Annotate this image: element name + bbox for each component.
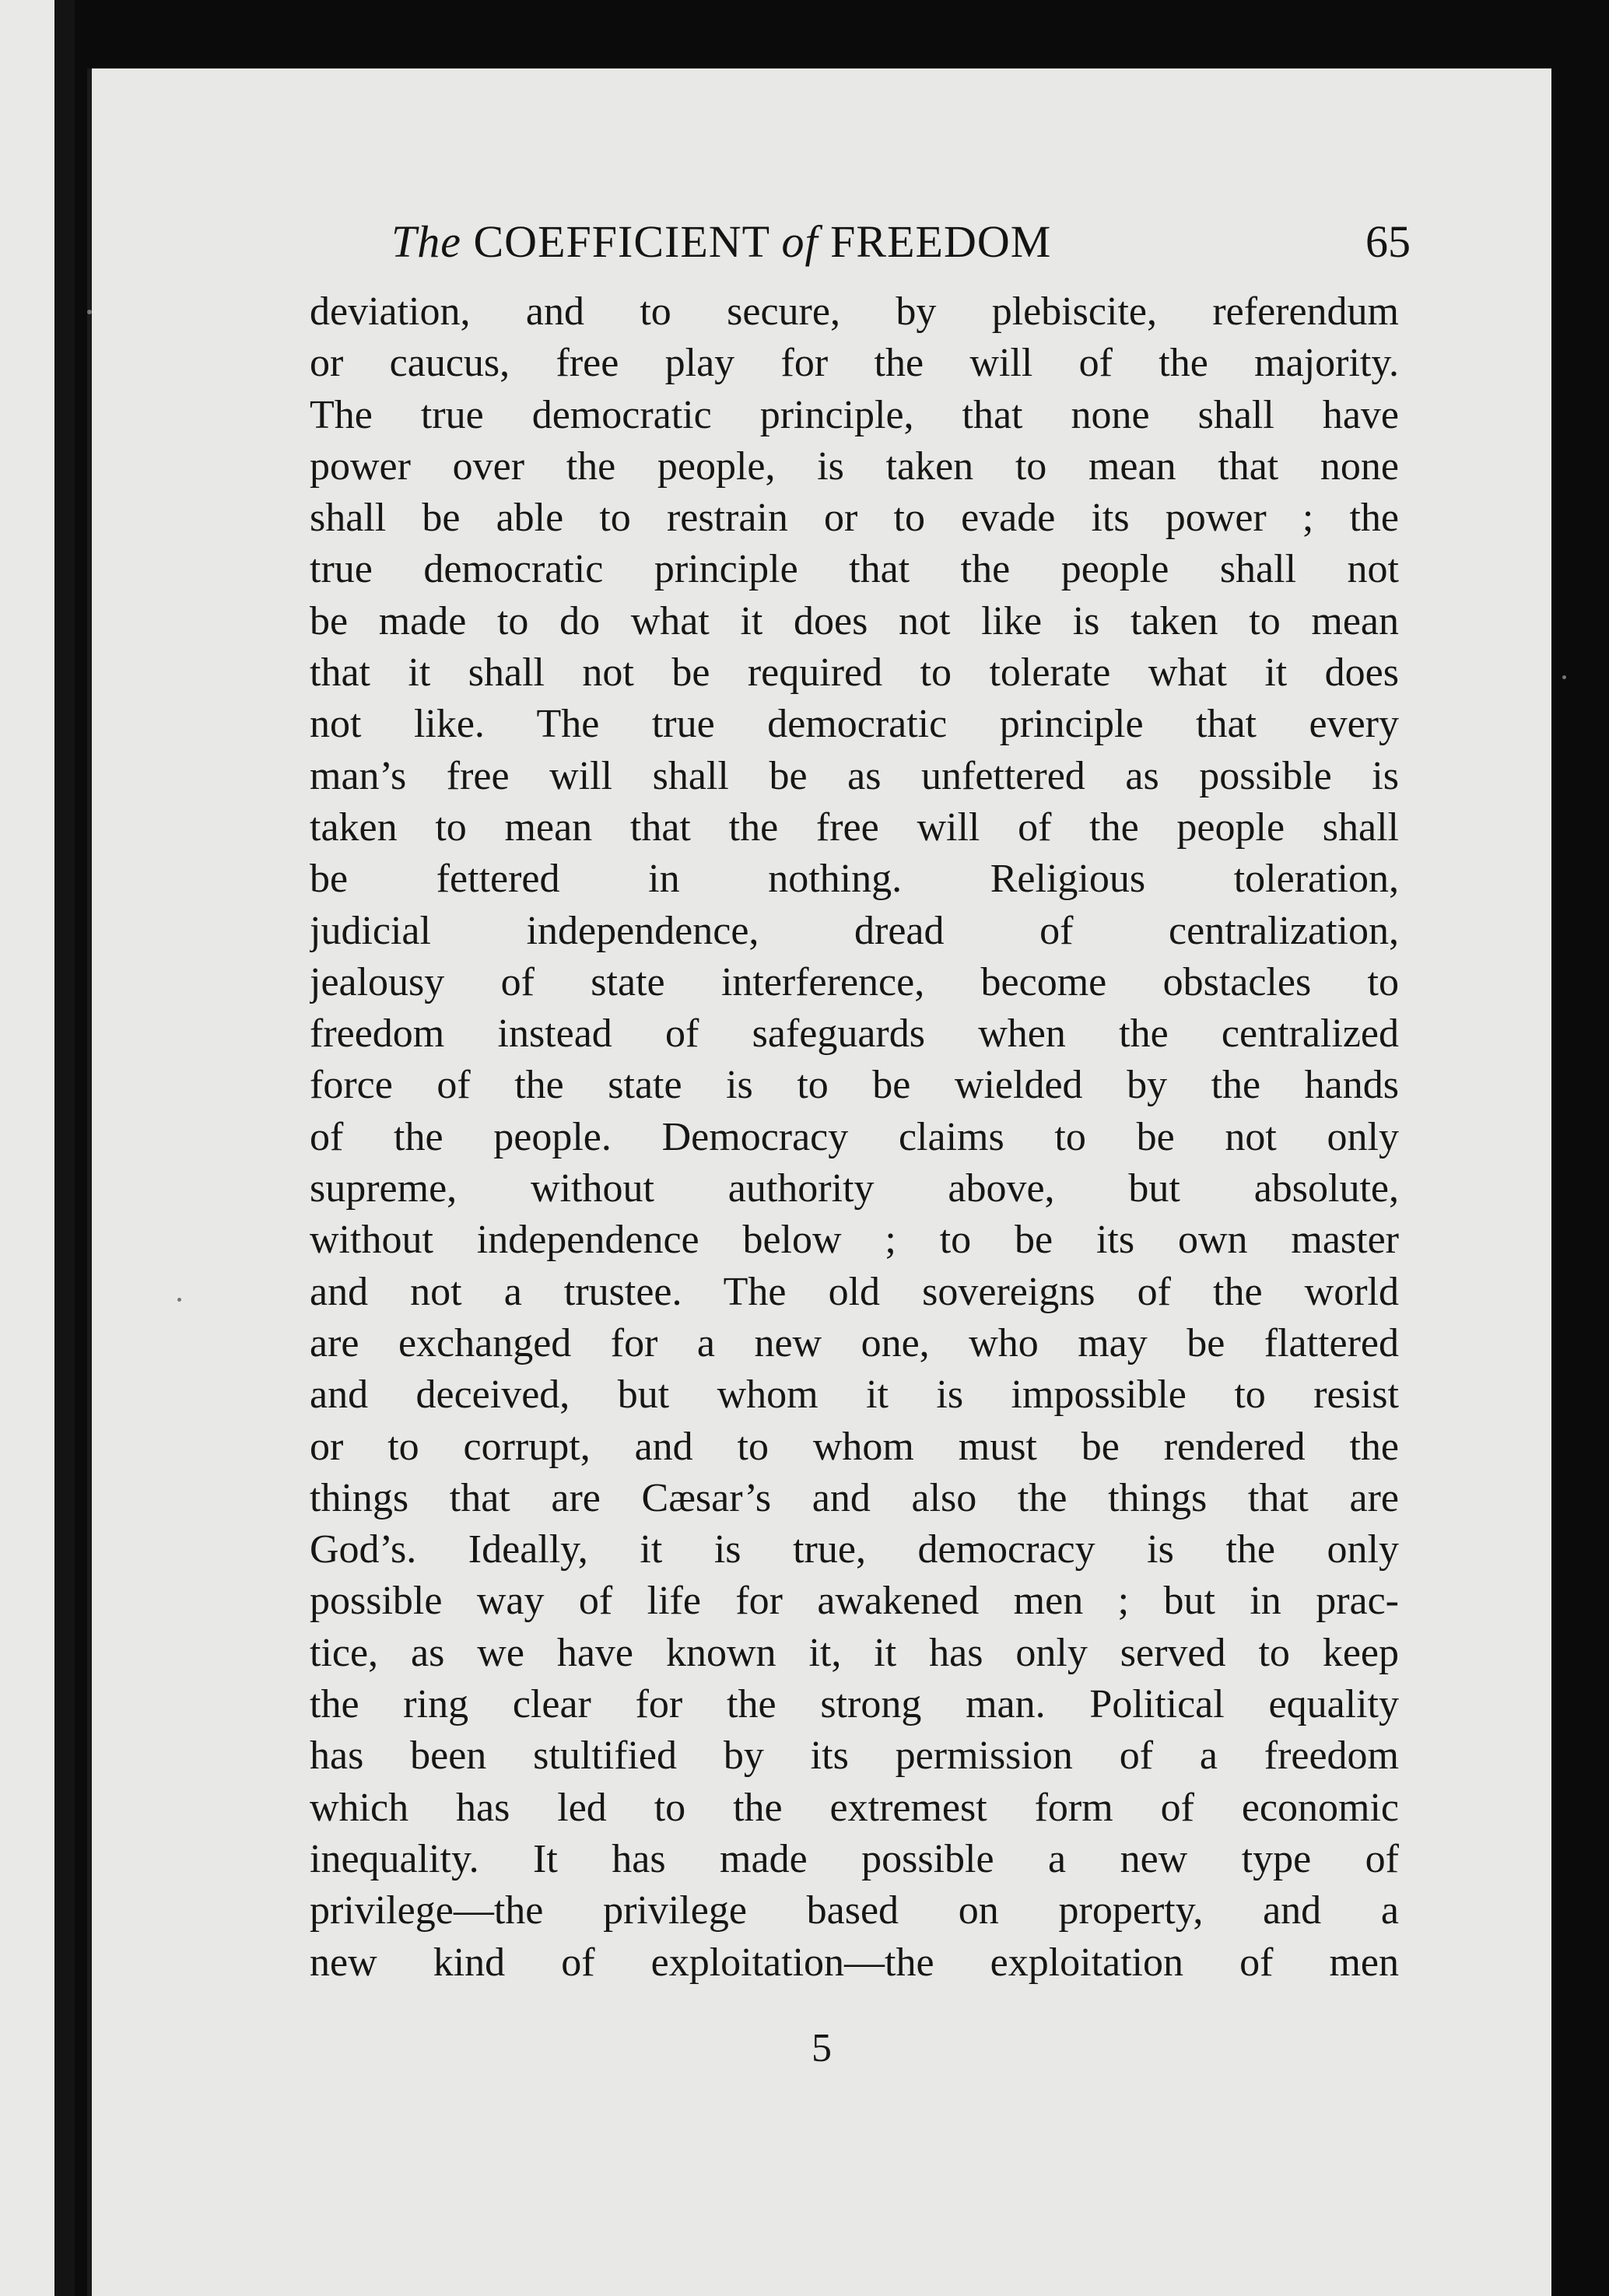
text-line: possible way of life for awakened men ; but in prac-: [310, 1579, 1399, 1624]
book-page: [87, 68, 1551, 2296]
running-title-the: The: [391, 216, 461, 267]
text-line: are exchanged for a new one, who may be flattered: [310, 1320, 1399, 1365]
text-line: or caucus, free play for the will of the majority.: [310, 341, 1399, 386]
text-line: that it shall not be required to tolerate what it does: [310, 650, 1399, 696]
text-line: judicial independence, dread of centralization,: [310, 908, 1399, 953]
text-line: God’s. Ideally, it is true, democracy is the only: [310, 1527, 1399, 1572]
page-header: [391, 207, 1411, 277]
scan-speck: [1562, 675, 1566, 679]
facing-page-edge: [0, 0, 61, 2296]
text-line: and not a trustee. The old sovereigns of the world: [310, 1269, 1399, 1314]
running-title-coefficient: COEFFICIENT: [461, 216, 782, 267]
text-line: man’s free will shall be as unfettered as possible is: [310, 753, 1399, 798]
text-line: new kind of exploitation—the exploitation of men: [310, 1940, 1399, 1985]
running-title-of: of: [781, 216, 819, 267]
running-title-freedom: FREEDOM: [818, 216, 1052, 267]
text-line: freedom instead of safeguards when the centralized: [310, 1011, 1399, 1057]
text-line: jealousy of state interference, become obstacles to: [310, 959, 1399, 1004]
text-line: which has led to the extremest form of economic: [310, 1785, 1399, 1830]
text-line: force of the state is to be wielded by the hands: [310, 1063, 1399, 1108]
text-line: has been stultified by its permission of a freedom: [310, 1733, 1399, 1779]
text-line: the ring clear for the strong man. Political equality: [310, 1682, 1399, 1727]
text-line: or to corrupt, and to whom must be rendered the: [310, 1424, 1399, 1469]
signature-mark: 5: [812, 2026, 832, 2070]
text-line: of the people. Democracy claims to be not only: [310, 1114, 1399, 1159]
text-line: inequality. It has made possible a new type of: [310, 1836, 1399, 1881]
book-gutter: [54, 0, 75, 2296]
text-line: and deceived, but whom it is impossible to resist: [310, 1372, 1399, 1418]
page-number: 65: [1365, 216, 1411, 267]
text-line: power over the people, is taken to mean that none: [310, 443, 1399, 489]
scan-speck: [177, 1298, 181, 1302]
running-title: [391, 207, 1051, 277]
scan-speck: [87, 310, 92, 314]
text-line: without independence below ; to be its own master: [310, 1218, 1399, 1263]
text-line: be fettered in nothing. Religious toleration,: [310, 857, 1399, 902]
text-line: be made to do what it does not like is taken to mean: [310, 598, 1399, 643]
body-text: [310, 286, 1399, 1989]
text-line: things that are Cæsar’s and also the things that are: [310, 1475, 1399, 1520]
text-line: not like. The true democratic principle that every: [310, 702, 1399, 747]
text-line: taken to mean that the free will of the people shall: [310, 804, 1399, 850]
text-line: privilege—the privilege based on property, and a: [310, 1888, 1399, 1933]
text-line: deviation, and to secure, by plebiscite, referendum: [310, 289, 1399, 334]
text-line: true democratic principle that the people shall not: [310, 547, 1399, 592]
text-line: supreme, without authority above, but absolute,: [310, 1166, 1399, 1211]
text-line: shall be able to restrain or to evade its power ; the: [310, 496, 1399, 541]
text-line: tice, as we have known it, it has only served to keep: [310, 1630, 1399, 1675]
text-line: The true democratic principle, that none shall have: [310, 392, 1399, 437]
